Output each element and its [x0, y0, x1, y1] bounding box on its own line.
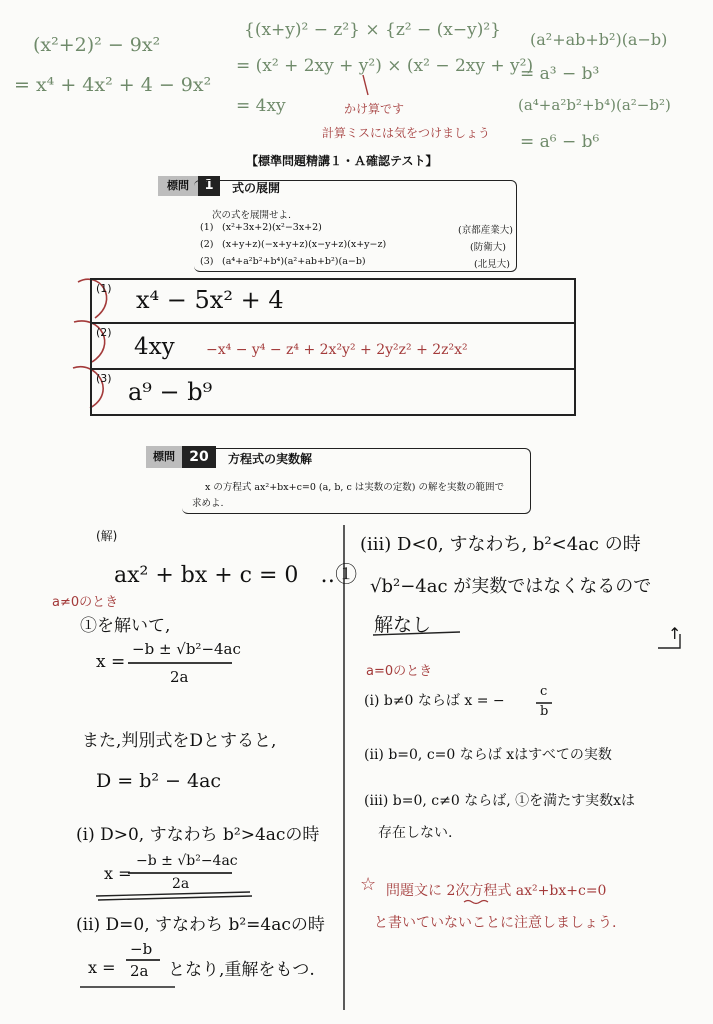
sub-case-ii: (ii) b=0, c=0 ならば xはすべての実数	[364, 747, 612, 763]
case-ii-denominator: 2a	[130, 962, 149, 980]
problem20-number: 20	[182, 446, 216, 468]
case-ii-tail: となり,重解をもつ.	[168, 960, 315, 980]
solve-line: ①を解いて,	[80, 616, 171, 636]
case-ii-lhs: x =	[88, 958, 116, 977]
note-center-line3: = 4xy	[236, 96, 286, 116]
problem20-title: 方程式の実数解	[228, 452, 313, 466]
formula-lhs: x =	[96, 652, 126, 672]
problem1-item2-label: (2)	[200, 239, 214, 250]
note-right-line4: = a⁶ − b⁶	[520, 132, 600, 152]
discriminant: D = b² − 4ac	[96, 770, 222, 792]
problem1-item2-expr: (x+y+z)(−x+y+z)(x−y+z)(x+y−z)	[222, 239, 387, 250]
problem1-item3-source: (北見大)	[474, 259, 510, 270]
answer-row-divider	[90, 322, 574, 324]
case-iii-line2: √b²−4ac が実数ではなくなるので	[370, 576, 652, 597]
solution-heading: (解)	[96, 529, 118, 543]
note-line1: 問題文に 2次方程式 ax²+bx+c=0	[386, 883, 607, 899]
case-ii: (ii) D=0, すなわち b²=4acの時	[76, 915, 325, 935]
note-center-line2: = (x² + 2xy + y²) × (x² − 2xy + y²)	[236, 56, 534, 76]
sub-case-iii-line2: 存在しない.	[378, 825, 453, 841]
case-ii-numerator: −b	[130, 940, 153, 958]
problem1-item2-source: (防衛大)	[470, 242, 506, 253]
case-i-numerator: −b ± √b²−4ac	[136, 853, 238, 869]
problem20-text-line1: x の方程式 ax²+bx+c=0 (a, b, c は実数の定数) の解を実数の範囲で	[205, 482, 505, 493]
case-iii-line1: (iii) D<0, すなわち, b²<4ac の時	[360, 534, 641, 555]
note-right-line2: = a³ − b³	[520, 64, 600, 84]
star-icon: ☆	[360, 874, 377, 895]
problem20-text-line2: 求めよ.	[192, 498, 224, 509]
case-i-denominator: 2a	[172, 876, 190, 892]
problem20-tag: 標問	[146, 446, 182, 468]
sub-case-i-frac-den: b	[540, 704, 549, 719]
problem1-item3-expr: (a⁴+a²b²+b⁴)(a²+ab+b²)(a−b)	[222, 256, 366, 267]
answer3-label: (3)	[96, 372, 112, 385]
note-center-comment-2: 計算ミスには気をつけましょう	[322, 126, 491, 140]
answer-row-divider	[90, 368, 574, 370]
problem1-instruction: 次の式を展開せよ.	[212, 210, 292, 221]
case-i: (i) D>0, すなわち b²>4acの時	[76, 825, 320, 845]
problem1-item1-label: (1)	[200, 222, 214, 233]
problem1-item3-label: (3)	[200, 256, 214, 267]
case-a-zero: a=0のとき	[366, 664, 433, 679]
problem1-tag: 標問	[158, 176, 198, 196]
arrow-icon: ↑	[668, 624, 682, 643]
sub-case-iii-line1: (iii) b=0, c≠0 ならば, ①を満たす実数xは	[364, 793, 636, 809]
answer2-label: (2)	[96, 326, 112, 339]
note-left-line1: (x²+2)² − 9x²	[33, 34, 161, 56]
sub-case-i-frac-num: c	[540, 684, 548, 699]
formula-denominator: 2a	[170, 668, 189, 686]
page-header-title: 【標準問題精講１・Ａ確認テスト】	[246, 154, 438, 168]
answer1-text: x⁴ − 5x² + 4	[136, 286, 284, 314]
formula-numerator: −b ± √b²−4ac	[132, 640, 241, 658]
note-line2: と書いていないことに注意しましょう.	[374, 915, 617, 931]
case-i-lhs: x =	[104, 864, 132, 883]
answer2-extra: −x⁴ − y⁴ − z⁴ + 2x²y² + 2y²z² + 2z²x²	[206, 342, 468, 358]
note-right-line3: (a⁴+a²b²+b⁴)(a²−b²)	[518, 96, 671, 114]
note-center-line1: {(x+y)² − z²} × {z² − (x−y)²}	[244, 20, 501, 40]
sub-case-i: (i) b≠0 ならば x = −	[364, 693, 505, 709]
answer1-label: (1)	[96, 282, 112, 295]
discriminant-intro: また,判別式をDとすると,	[82, 731, 277, 751]
answer3-text: a⁹ − b⁹	[128, 378, 213, 406]
note-center-comment-1: かけ算です	[344, 102, 405, 116]
note-right-line1: (a²+ab+b²)(a−b)	[530, 30, 668, 49]
problem1-item1-source: (京都産業大)	[458, 225, 513, 236]
problem1-title: 式の展開	[232, 181, 281, 195]
answer2-text: 4xy	[134, 334, 175, 360]
case-a-nonzero: a≠0のとき	[52, 595, 119, 610]
solution-equation: ax² + bx + c = 0 ‥①	[114, 563, 358, 588]
problem1-number: 1	[198, 176, 220, 196]
note-left-line2: = x⁴ + 4x² + 4 − 9x²	[14, 74, 212, 96]
problem1-item1-expr: (x²+3x+2)(x²−3x+2)	[222, 222, 322, 233]
case-iii-line3: 解なし	[374, 614, 432, 636]
